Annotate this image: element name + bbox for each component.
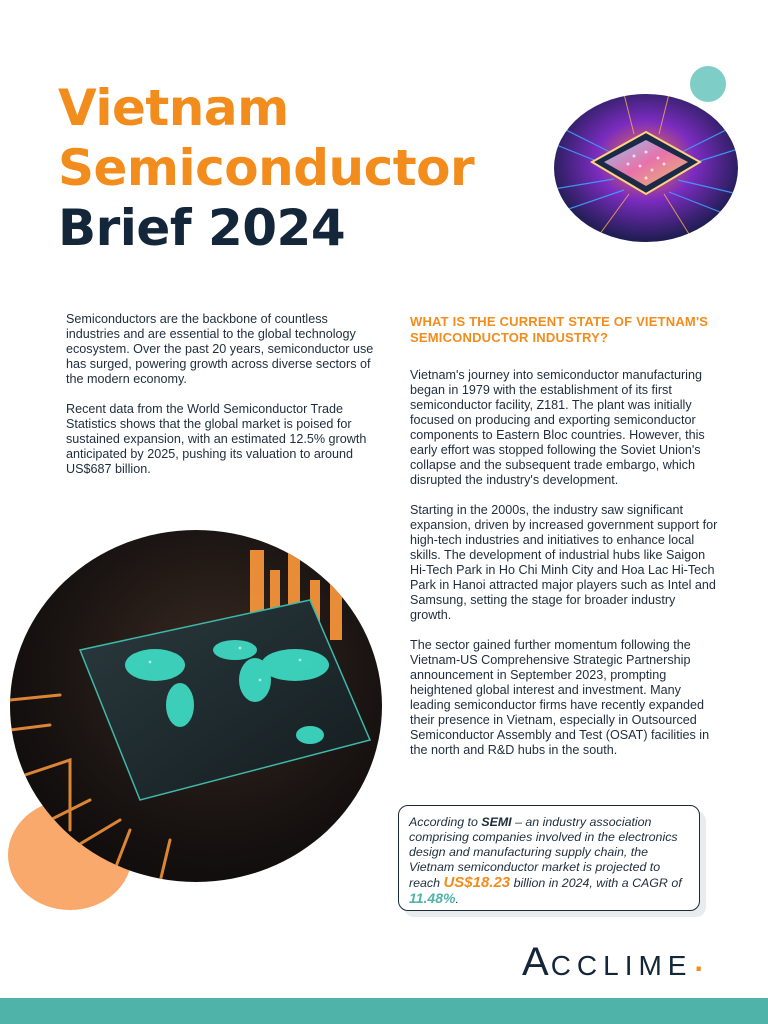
intro-text (66, 312, 376, 492)
callout-cagr: 11.48% (409, 890, 456, 906)
section-paragraph-3: The sector gained further momentum following the Vietnam-US Comprehensive Strategic Partnership announcement in September 2023, prompting heightened global interest and investment. Many leading semiconductor firms have recently expanded their presence in Vietnam, especially in Outsourced Semiconductor Assembly and Test (OSAT) facilities in the north and R&D hubs in the south. (410, 638, 710, 757)
title-line-2: Semiconductor (58, 139, 475, 197)
logo-dot: . (694, 945, 703, 978)
callout-mid2: billion in 2024, with a CAGR of (510, 876, 682, 890)
callout-market-value: US$18.23 (443, 874, 511, 891)
section-heading: WHAT IS THE CURRENT STATE OF VIETNAM'S SEMICONDUCTOR INDUSTRY? (410, 314, 709, 345)
acclime-logo (522, 938, 703, 986)
callout-mid: – an industry association comprising companies involved in the electronics design and manufacturing supply chain, the Vietnam semiconductor market is projected to reach (409, 815, 678, 890)
world-map-chip-illustration-icon (10, 530, 382, 882)
chip-image (554, 94, 738, 242)
industry-section (410, 314, 720, 773)
intro-paragraph-1: Semiconductors are the backbone of countless industries and are essential to the global technology ecosystem. Over the past 20 years, semiconductor use has surged, powering growth across diverse sectors of the modern economy. (66, 312, 374, 386)
page-title (58, 78, 474, 258)
section-paragraph-2: Starting in the 2000s, the industry saw significant expansion, driven by increased government support for high-tech industries and initiatives to enhance local skills. The development of industrial hubs like Saigon Hi-Tech Park in Ho Chi Minh City and Hoa Lac Hi-Tech Park in Hanoi attracted major players such as Intel and Samsung, setting the stage for broader industry growth. (410, 503, 718, 622)
intro-paragraph-2: Recent data from the World Semiconductor Trade Statistics shows that the global market is poised for sustained expansion, with an estimated 12.5% growth anticipated by 2025, pushing its valuation to around US$687 billion. (66, 402, 367, 476)
world-map-chip-image (10, 530, 382, 882)
chip-illustration-icon (554, 94, 738, 242)
logo-wordmark (522, 940, 692, 985)
title-line-3: Brief 2024 (58, 199, 346, 257)
footer-bar (0, 998, 768, 1024)
callout-pre: According to (409, 815, 482, 829)
title-line-1: Vietnam (58, 79, 289, 137)
logo-first-letter: A (522, 939, 551, 984)
section-paragraph-1: Vietnam's journey into semiconductor manufacturing began in 1979 with the establishment of its first semiconductor facility, Z181. The plant was initially focused on producing and exporting semiconductor components to Eastern Bloc countries. However, this early effort was stopped following the Soviet Union's collapse and the subsequent trade embargo, which disrupted the industry's development. (410, 368, 705, 487)
logo-rest: CCLIME (550, 949, 693, 981)
callout-org: SEMI (481, 815, 512, 829)
callout-end: . (455, 892, 459, 906)
decorative-teal-circle (690, 66, 726, 102)
semi-callout-box (398, 805, 700, 911)
